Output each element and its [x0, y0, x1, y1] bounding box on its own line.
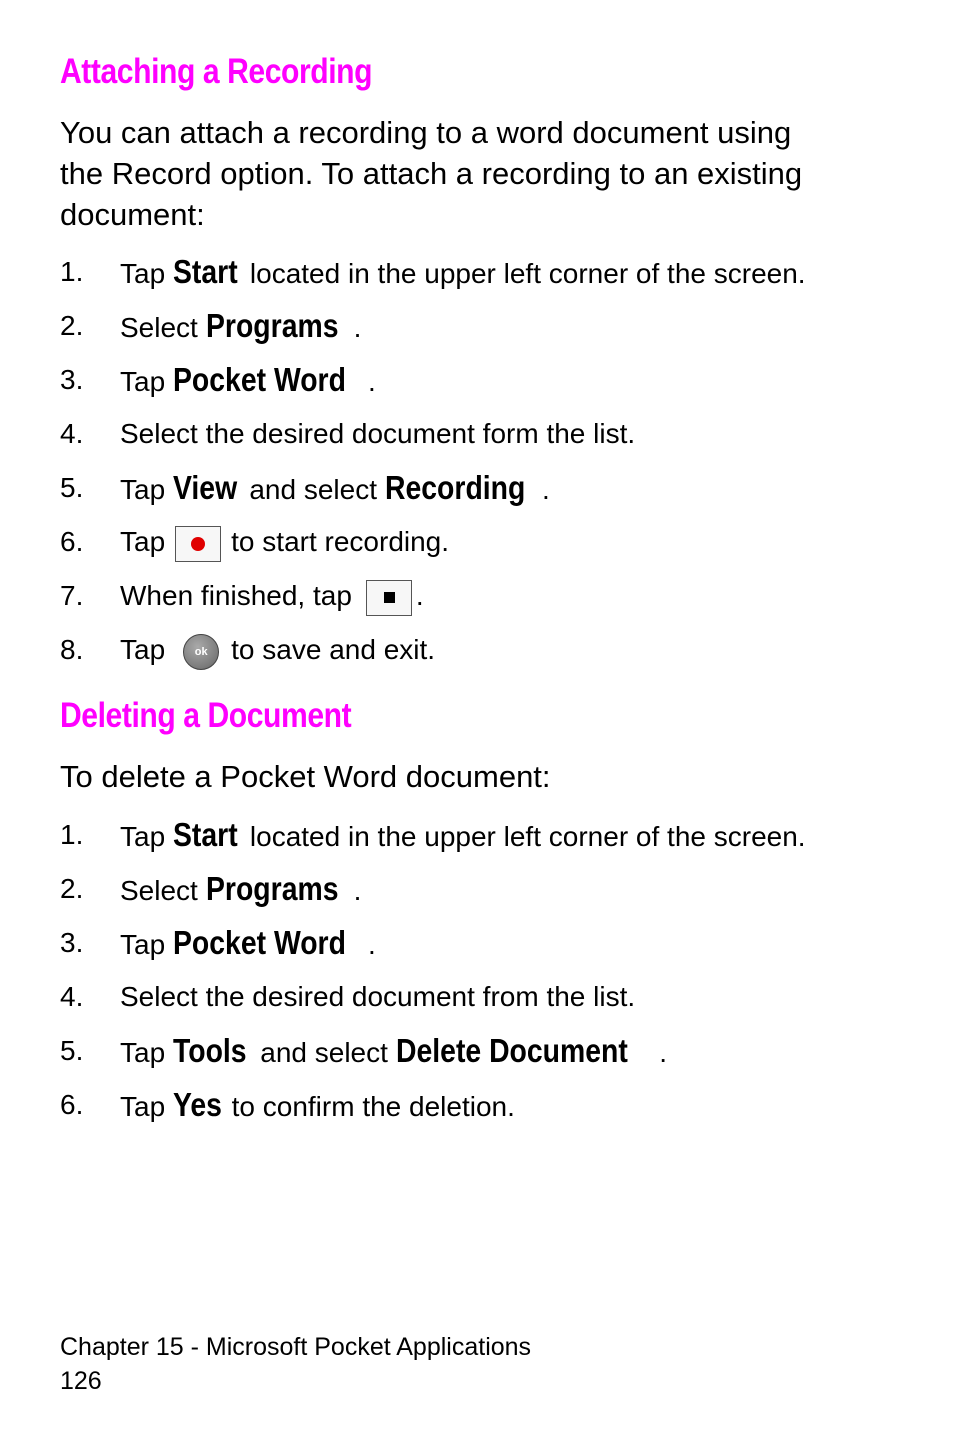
- step-number: 4.: [60, 981, 84, 1012]
- ok-icon: ok: [183, 634, 219, 670]
- ui-term: Pocket Word: [172, 361, 346, 398]
- step-number: 5.: [60, 472, 84, 503]
- step-number: 1.: [60, 819, 84, 850]
- step-number: 7.: [60, 580, 84, 611]
- step-number: 4.: [60, 418, 84, 449]
- section-heading-attaching: Attaching a Recording: [60, 52, 373, 91]
- step-number: 3.: [60, 927, 84, 958]
- ui-term: Recording: [384, 469, 526, 506]
- section-intro-deleting: To delete a Pocket Word document:: [60, 759, 551, 794]
- step-number: 6.: [60, 526, 84, 557]
- step-number: 6.: [60, 1089, 84, 1120]
- step-number: 3.: [60, 364, 84, 395]
- stop-icon: [366, 580, 412, 616]
- ui-term: Pocket Word: [172, 924, 346, 961]
- record-icon: [175, 526, 221, 562]
- ui-term: View: [172, 469, 238, 506]
- step-number: 5.: [60, 1035, 84, 1066]
- section-intro-attaching: You can attach a recording to a word document using the Record option. To attach a recording to an existing document:: [60, 115, 803, 232]
- footer-chapter: Chapter 15 - Microsoft Pocket Applications: [60, 1333, 532, 1361]
- ui-term: Tools: [172, 1032, 247, 1069]
- ui-term: Start: [172, 816, 238, 853]
- step-number: 8.: [60, 634, 84, 665]
- footer-page-number: 126: [60, 1367, 102, 1395]
- step-number: 2.: [60, 873, 84, 904]
- ui-term: Yes: [172, 1086, 222, 1123]
- ui-term: Programs: [205, 307, 339, 344]
- ui-term: Programs: [205, 870, 339, 907]
- step-number: 1.: [60, 256, 84, 287]
- step-number: 2.: [60, 310, 84, 341]
- ui-term: Delete Document: [395, 1032, 628, 1069]
- ui-term: Start: [172, 253, 238, 290]
- section-heading-deleting: Deleting a Document: [60, 696, 352, 735]
